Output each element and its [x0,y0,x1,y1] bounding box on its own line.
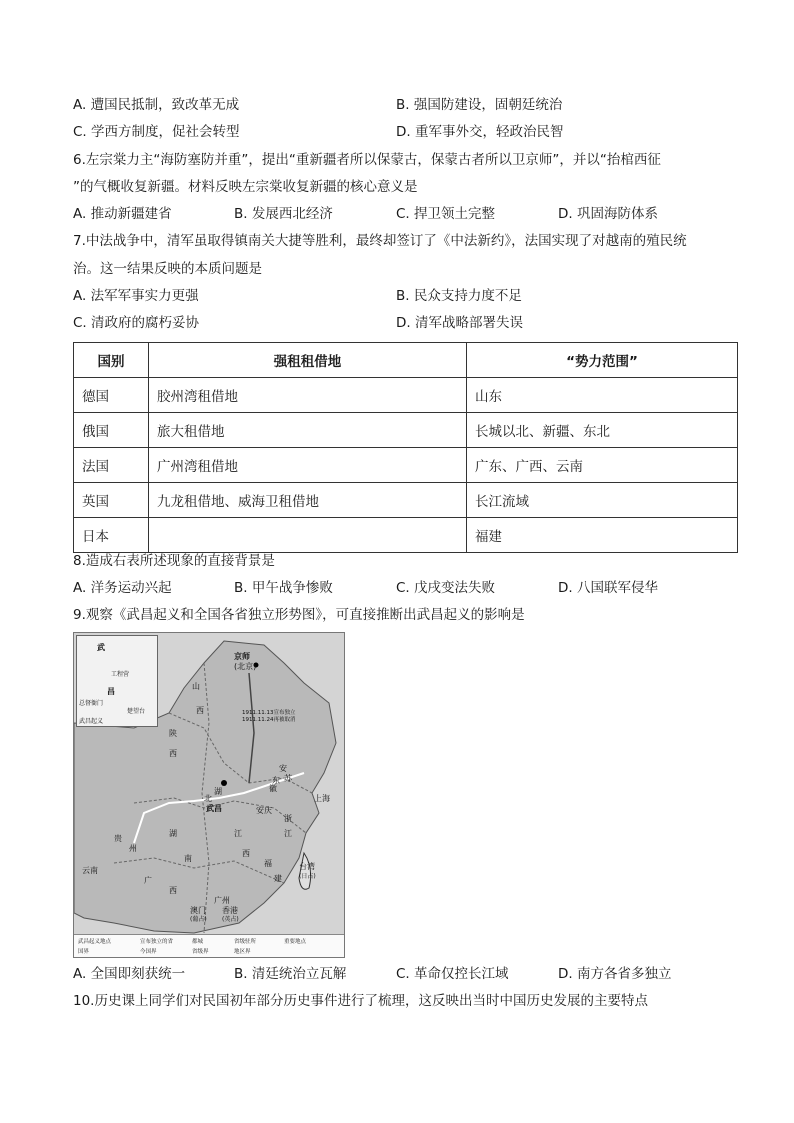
map-label: (北京) [234,662,257,671]
table-cell: 胶州湾租借地 [149,378,467,413]
legend-item: 地区界 [234,949,251,955]
legend-item: 宣布独立的省 [140,939,174,945]
q8-option-b: B. 甲午战争惨败 [234,580,333,596]
q6-option-d: D. 巩固海防体系 [558,206,658,222]
q7-stem-line2: 治。这一结果反映的本质问题是 [73,261,262,277]
q5-option-b: B. 强国防建设，固朝廷统治 [396,97,563,113]
map-label: 武昌 [206,804,222,813]
q7-option-d: D. 清军战略部署失误 [396,315,523,331]
map-label: 东 [272,776,280,785]
legend-item: 重要地点 [284,939,307,945]
map-label: 州 [129,844,137,853]
q6-option-c: C. 捍卫领土完整 [396,206,496,222]
inset-label: 工程营 [111,671,130,678]
inset-label: 昌 [107,687,115,696]
map-label: 香港 [222,906,238,915]
table-row [74,518,738,553]
map-label: 苏 [284,774,292,783]
map-inset [76,635,158,727]
table-cell: 俄国 [74,413,149,448]
table-cell: 法国 [74,448,149,483]
q9-stem: 9.观察《武昌起义和全国各省独立形势图》，可直接推断出武昌起义的影响是 [73,607,525,623]
q5-option-c: C. 学西方制度，促社会转型 [73,124,240,140]
map-label: 澳门 [190,906,206,915]
table-cell: 日本 [74,518,149,553]
map-label: 徽 [269,784,277,793]
map-legend [74,934,344,957]
table-cell: 广州湾租借地 [149,448,467,483]
q7-stem-line1: 7.中法战争中，清军虽取得镇南关大捷等胜利，最终却签订了《中法新约》，法国实现了对越南的殖民统 [73,233,687,249]
map-label: 1911.11.13宣布独立 [242,710,296,716]
q6-option-b: B. 发展西北经济 [234,206,333,222]
map-label: 安 [279,764,287,773]
legend-item: 省级界 [192,949,209,955]
table-row [74,448,738,483]
map-label: 北 [204,794,212,803]
q5-option-a: A. 遭国民抵制，致改革无成 [73,97,240,113]
map-label: 湖 [214,787,222,796]
map-label: 陕 [169,729,177,738]
map-label: 浙 [284,814,292,823]
inset-title: 武昌起义 [79,718,104,725]
wuchang-uprising-map [73,632,345,958]
map-label: 西 [169,886,177,895]
map-label: (英占) [222,916,239,923]
q8-stem: 8.造成右表所述现象的直接背景是 [73,553,275,569]
q7-option-c: C. 清政府的腐朽妥协 [73,315,200,331]
table-cell: 山东 [467,378,738,413]
table-row [74,378,738,413]
map-label: 西 [169,749,177,758]
q7-option-a: A. 法军军事实力更强 [73,288,199,304]
map-label: 湖 [169,829,177,838]
q10-stem: 10.历史课上同学们对民国初年部分历史事件进行了梳理，这反映出当时中国历史发展的主要特点 [73,993,648,1009]
map-label: 台湾 [299,862,315,871]
legend-item: 都城 [192,939,204,945]
table-header: “势力范围” [467,343,738,378]
inset-label: 总督衙门 [79,700,104,707]
q9-option-a: A. 全国即刻获统一 [73,966,186,982]
q8-option-c: C. 戊戌变法失败 [396,580,496,596]
q6-stem-line2: ”的气概收复新疆。材料反映左宗棠收复新疆的核心意义是 [73,179,418,195]
table-cell: 九龙租借地、威海卫租借地 [149,483,467,518]
map-label: 1911.11.24再被取消 [242,717,296,723]
legend-item: 今国界 [140,949,157,955]
q9-option-b: B. 清廷统治立瓦解 [234,966,347,982]
map-label: (葡占) [190,916,207,923]
q8-option-d: D. 八国联军侵华 [558,580,658,596]
map-label: (日占) [299,873,316,880]
table-header: 国别 [74,343,149,378]
map-label: 云南 [82,866,98,875]
map-label: 京师 [234,652,250,661]
map-label: 山 [192,682,200,691]
legend-item: 武昌起义地点 [78,939,112,945]
map-label: 广 [144,876,152,885]
legend-item: 国界 [78,949,90,955]
inset-label: 武 [97,643,105,652]
map-label: 建 [274,874,282,883]
table-header: 强租租借地 [149,343,467,378]
concession-table [73,342,738,553]
table-cell: 长江流域 [467,483,738,518]
map-label: 贵 [114,834,122,843]
table-cell: 德国 [74,378,149,413]
q6-option-a: A. 推动新疆建省 [73,206,172,222]
q5-option-d: D. 重军事外交，轻政治民智 [396,124,564,140]
table-row [74,483,738,518]
table-cell [149,518,467,553]
map-label: 南 [184,854,192,863]
map-label: 西 [242,849,250,858]
map-label: 上海 [314,794,330,803]
map-label: 西 [196,706,204,715]
q9-option-d: D. 南方各省多独立 [558,966,672,982]
map-label: 广州 [214,896,230,905]
table-cell: 长城以北、新疆、东北 [467,413,738,448]
table-cell: 福建 [467,518,738,553]
map-label: 江 [284,829,292,838]
map-label: 安庆 [256,806,272,815]
map-label: 福 [264,859,272,868]
q8-option-a: A. 洋务运动兴起 [73,580,172,596]
q9-option-c: C. 革命仅控长江域 [396,966,509,982]
inset-label: 楚望台 [127,708,146,715]
table-cell: 广东、广西、云南 [467,448,738,483]
table-cell: 旅大租借地 [149,413,467,448]
legend-item: 省级驻所 [234,939,257,945]
table-row [74,413,738,448]
table-cell: 英国 [74,483,149,518]
q6-stem-line1: 6.左宗棠力主“海防塞防并重”，提出“重新疆者所以保蒙古，保蒙古者所以卫京师”，并以“抬棺西征 [73,152,661,168]
q7-option-b: B. 民众支持力度不足 [396,288,522,304]
map-label: 江 [234,829,242,838]
table-header-row [74,343,738,378]
